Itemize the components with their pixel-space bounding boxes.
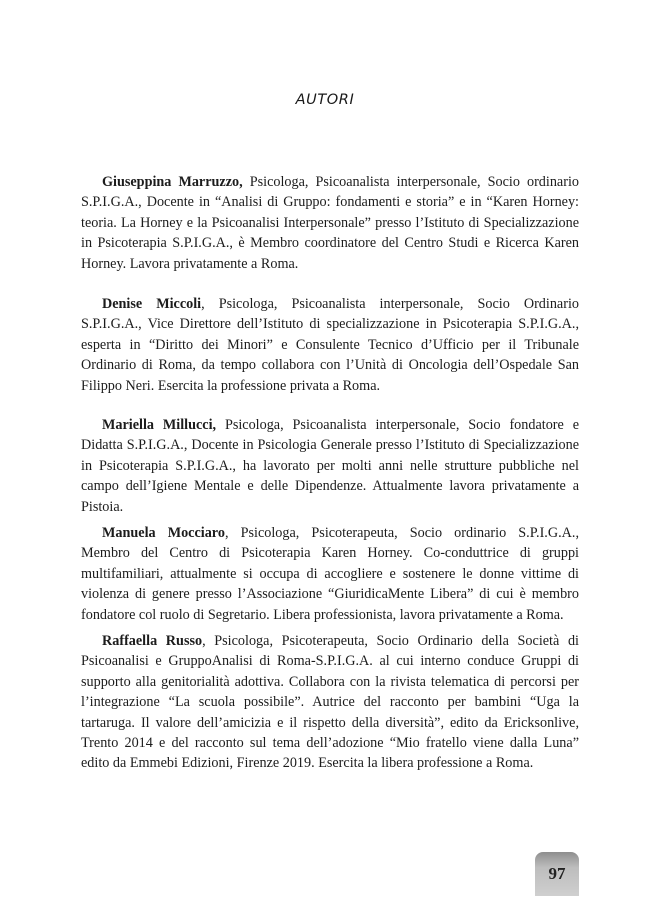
page-number-tab xyxy=(535,852,579,896)
author-description: Psicologa, Psicoanalista interpersonale, Socio ordinario S.P.I.G.A., Docente in “Analisi di Gruppo: fondamenti e storia” e in “Karen Horney: teoria. La Horney e la Psicoanalisi Interpersonale” presso l’Istituto di Specializzazione in Psicoterapia S.P.I.G.A., è Membro coordinatore del Centro Studi e Ricerca Karen Horney. Lavora privatamente a Roma. xyxy=(81,174,579,272)
author-bio-russo xyxy=(81,631,579,774)
author-name: Manuela Mocciaro xyxy=(102,525,225,541)
author-description: , Psicologa, Psicoterapeuta, Socio Ordinario della Società di Psicoanalisi e GruppoAnalisi di Roma-S.P.I.G.A. al cui interno conduce Gruppi di supporto alla genitorialità adottiva. Collabora con la rivista telematica di percorsi per l’integrazione “La scuola possibile”. Autrice del racconto per bambini “Uga la tartaruga. Il valore dell’amicizia e il rispetto della diversità”, edito da Ericksonlive, Trento 2014 e del racconto sul tema dell’adozione “Mio fratello viene dalla Luna” edito da Emmebi Edizioni, Firenze 2019. Esercita la libera professione a Roma. xyxy=(81,633,579,772)
author-name: Raffaella Russo xyxy=(102,633,203,649)
author-bio-millucci xyxy=(81,415,579,517)
author-name: Denise Miccoli xyxy=(102,296,202,312)
author-name: Giuseppina Marruzzo, xyxy=(102,174,243,190)
author-bio-marruzzo xyxy=(81,172,579,274)
author-description: Psicologa, Psicoanalista interpersonale, Socio fondatore e Didatta S.P.I.G.A., Docente in Psicologia Generale presso l’Istituto di Specializzazione in Psicoterapia S.P.I.G.A., ha lavorato per molti anni nelle strutture pubbliche nel campo dell’Igiene Mentale e delle Dipendenze. Attualmente lavora privatamente a Pistoia. xyxy=(81,417,579,515)
author-bio-miccoli xyxy=(81,294,579,396)
author-description: , Psicologa, Psicoterapeuta, Socio ordinario S.P.I.G.A., Membro del Centro di Psicoterapia Karen Horney. Co-conduttrice di gruppi multifamiliari, attualmente si occupa di accogliere e sostenere le donne vittime di violenza di genere presso l’Associazione “GiuridicaMente Libera” di cui è membro fondatore col ruolo di Segretario. Libera professionista, lavora privatamente a Roma. xyxy=(81,525,579,623)
page-number: 97 xyxy=(548,864,566,883)
author-description: , Psicologa, Psicoanalista interpersonale, Socio Ordinario S.P.I.G.A., Vice Direttore dell’Istituto di specializzazione in Psicoterapia S.P.I.G.A., esperta in “Diritto dei Minori” e Consulente Tecnico d’Ufficio per il Tribunale Ordinario di Roma, da tempo collabora con l’Unità di Oncologia dell’Ospedale San Filippo Neri. Esercita la professione privata a Roma. xyxy=(81,296,579,394)
author-bio-mocciaro xyxy=(81,523,579,625)
page-title: AUTORI xyxy=(295,92,355,108)
author-name: Mariella Millucci, xyxy=(102,417,217,433)
